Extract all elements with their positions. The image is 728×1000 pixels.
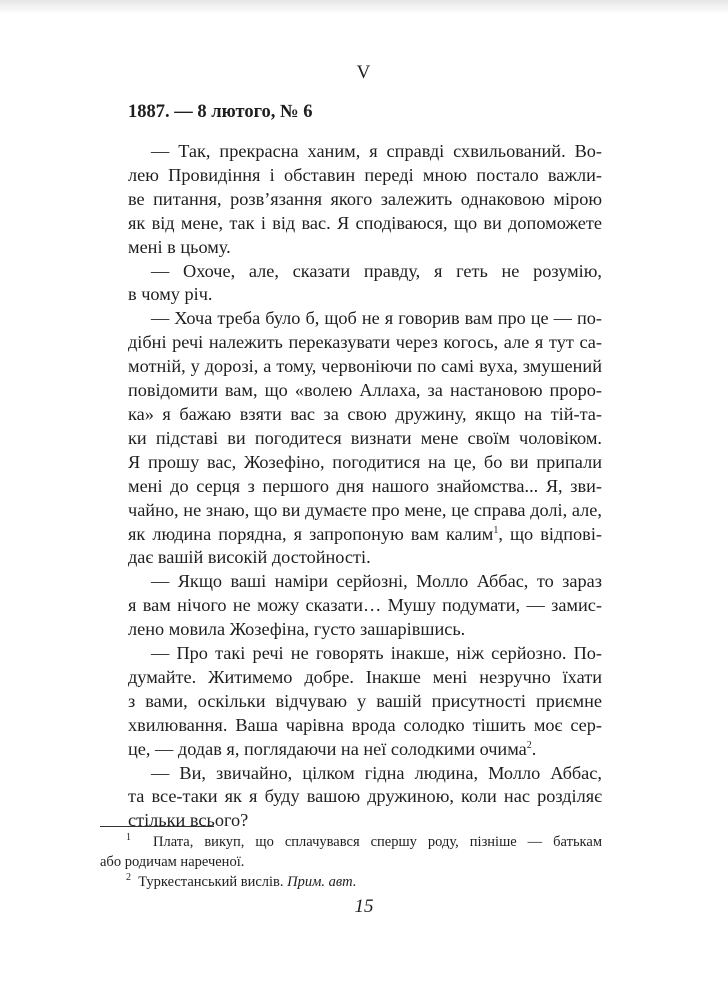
text-line: хвилювання. Ваша чарівна врода солодко тішить моє сер- [128, 714, 602, 735]
footnote-text: Туркестанський вислів. [138, 874, 284, 890]
text-line: думайте. Житимемо добре. Інакше мені незручно їхати [128, 666, 602, 687]
text-line: чайно, не знаю, що ви думаєте про мене, це справа долі, але, [128, 499, 602, 520]
footnote-ref-1: 1 [493, 524, 499, 536]
text-segment: як людина порядна, я запропоную вам калим [128, 523, 494, 544]
text-line: повідомити вам, що «волею Аллаха, за настановою проро- [128, 380, 602, 401]
text-line: — Так, прекрасна ханим, я справді схвильований. Во- [151, 141, 602, 161]
text-line: лею Провидіння і обставин переді мною постало важли- [128, 164, 602, 185]
footnote-1-continued: або родичам нареченої. [100, 854, 245, 870]
text-line: ки підставі ви погодитеся визнати мене своїм чоловіком. [128, 427, 602, 448]
footnote-text: Плата, викуп, що сплачувався спершу роду, пізніше — батькам [153, 834, 602, 850]
text-line: ве питання, розв’язання якого залежить однаковою мірою [128, 188, 602, 209]
text-line: — Охоче, але, сказати правду, я геть не розумію, [151, 260, 602, 281]
text-line: дає вашій високій достойності. [128, 547, 371, 568]
text-line: мені до серця з першого дня нашого знайомства... Я, зви- [128, 475, 602, 496]
chapter-number: V [356, 62, 372, 83]
footnotes [100, 832, 602, 892]
text-segment: це, — додав я, поглядаючи на неї солодкими очима [128, 738, 527, 759]
text-line: дібні речі належить переказувати через когось, але я тут са- [128, 332, 602, 353]
text-line: — Ви, звичайно, цілком гідна людина, Молло Аббас, [151, 762, 602, 783]
text-line [128, 738, 602, 762]
footnote-divider [100, 826, 214, 827]
body-text [128, 140, 602, 833]
text-segment: , що відпові- [498, 523, 602, 544]
text-line: ка» я бажаю взяти вас за свою дружину, якщо на тій-та- [128, 403, 602, 424]
text-line: з вами, оскільки відчуваю у вашій присутності приємне [128, 690, 602, 711]
entry-heading: 1887. — 8 лютого, № 6 [128, 102, 313, 122]
page-number: 15 [354, 896, 374, 917]
text-line: я вам нічого не можу сказати… Мушу подумати, — замис- [128, 595, 602, 616]
text-line: — Якщо ваші наміри серйозні, Молло Аббас, то зараз [151, 571, 602, 592]
footnote-marker-2: 2 [126, 872, 131, 884]
text-line: стільки всього? [128, 810, 249, 831]
text-line: Я прошу вас, Жозефіно, погодитися на це, бо ви припали [128, 451, 602, 472]
text-segment: . [531, 738, 537, 759]
footnote-ref-2: 2 [526, 739, 532, 751]
footnote-marker-1: 1 [126, 832, 131, 844]
text-line: мені в цьому. [128, 236, 231, 257]
text-line: лено мовила Жозефіна, густо зашарівшись. [128, 619, 466, 640]
text-line: — Хоча треба було б, щоб не я говорив вам про це — по- [151, 308, 602, 329]
text-line: в чому річ. [128, 284, 213, 305]
page-edge-shadow [0, 0, 728, 14]
text-line [128, 523, 602, 547]
footnote-author-note: Прим. авт. [287, 874, 357, 890]
footnote-1 [100, 832, 602, 852]
text-line: як від мене, так і від вас. Я сподіваюся, що ви допоможете [128, 212, 602, 233]
text-line: мотній, у дорозі, а тому, червоніючи по самі вуха, змушений [128, 356, 602, 377]
text-line: — Про такі речі не говорять інакше, ніж серйозно. По- [151, 643, 602, 664]
text-line: та все-таки як я буду вашою дружиною, коли нас розділяє [128, 786, 602, 807]
footnote-2 [100, 872, 602, 892]
